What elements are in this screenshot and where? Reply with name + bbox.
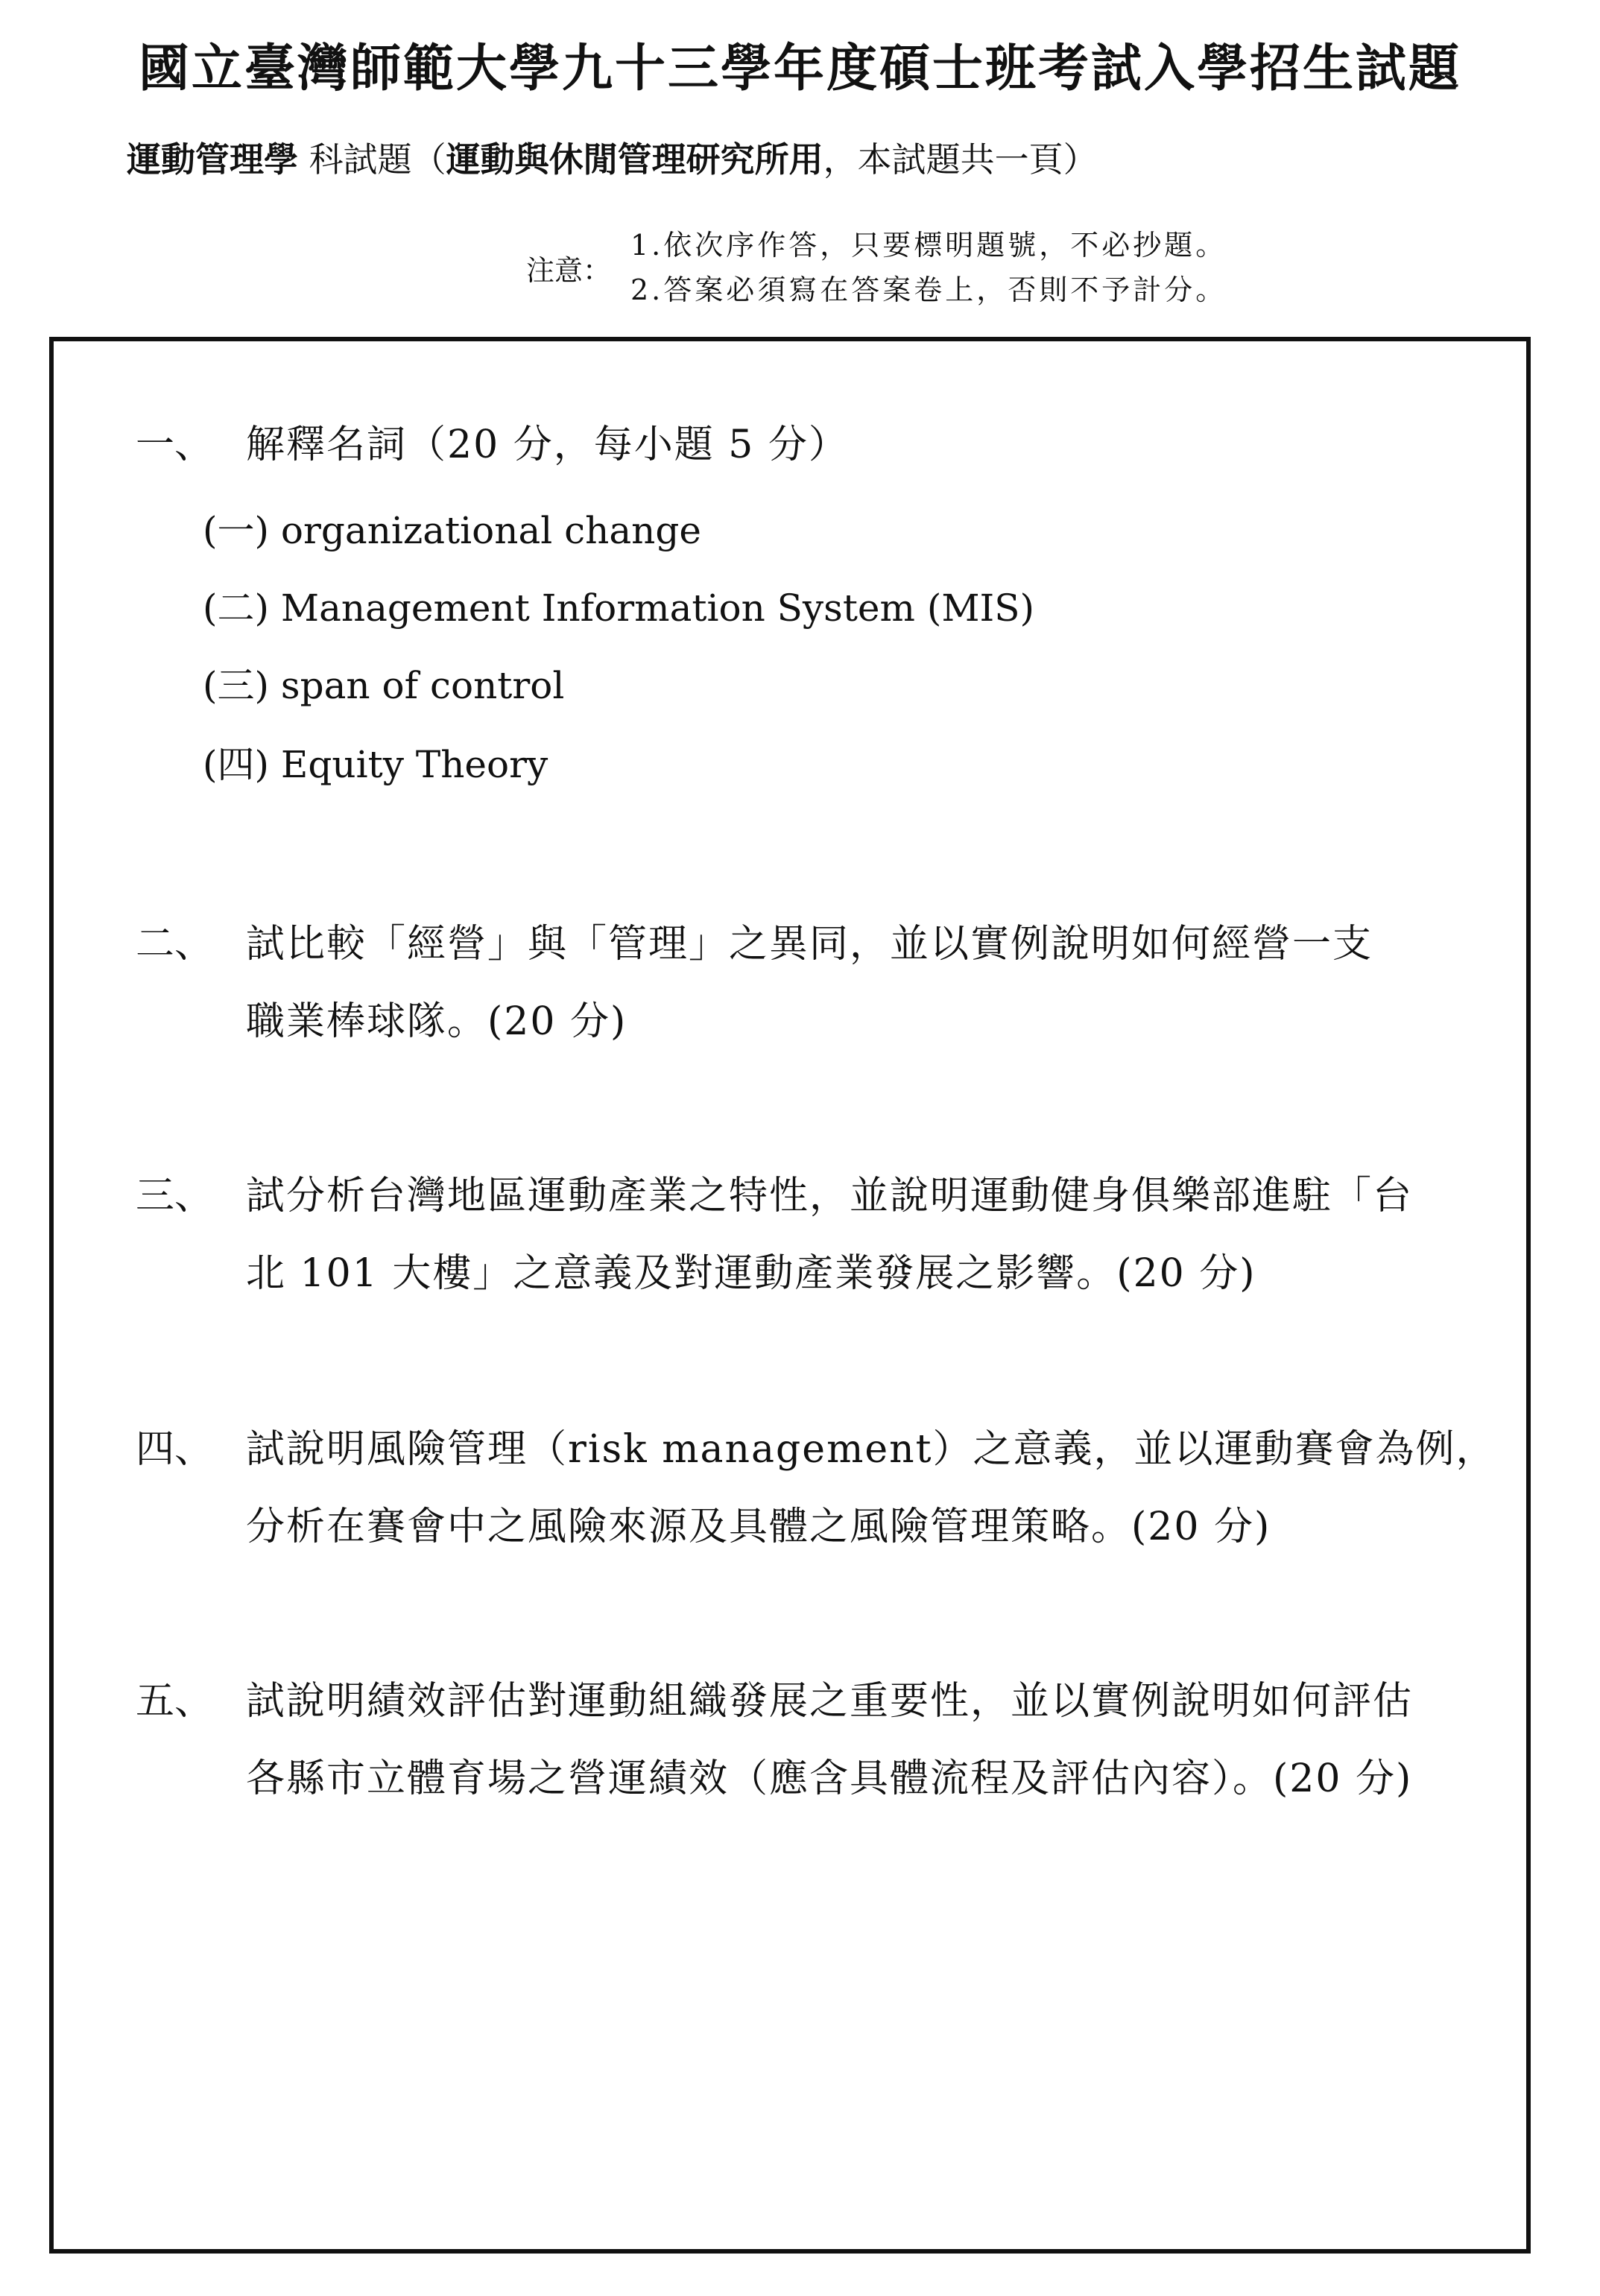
question-5-line-1: 試說明績效評估對運動組織發展之重要性，並以實例說明如何評估	[246, 1679, 1414, 1724]
notice-item-2: 2.答案必須寫在答案卷上，否則不予計分。	[630, 273, 1227, 306]
subject-name: 運動管理學	[127, 139, 298, 180]
question-4-number: 四、	[136, 1427, 214, 1472]
question-1-sub-item-2: (二) Management Information System (MIS)	[203, 586, 1035, 630]
question-3-line-2: 北 101 大樓」之意義及對運動產業發展之影響。(20 分)	[246, 1251, 1256, 1296]
question-5-number: 五、	[136, 1679, 214, 1724]
question-2-number: 二、	[136, 922, 214, 967]
question-5-line-2: 各縣市立體育場之營運績效（應含具體流程及評估內容）。(20 分)	[246, 1756, 1413, 1801]
notice-label: 注意：	[526, 254, 612, 287]
page-note: ，本試題共一頁）	[823, 139, 1098, 180]
question-1-sub-item-1: (一) organizational change	[203, 509, 701, 552]
question-4-line-2: 分析在賽會中之風險來源及具體之風險管理策略。(20 分)	[246, 1505, 1271, 1549]
question-1-sub-item-3: (三) span of control	[203, 664, 565, 707]
question-2-line-1: 試比較「經營」與「管理」之異同，並以實例說明如何經營一支	[246, 922, 1373, 967]
subject-suffix: 科試題（	[309, 139, 446, 180]
questions-frame	[49, 337, 1531, 2254]
notice-block	[526, 222, 1495, 311]
question-3-line-1: 試分析台灣地區運動產業之特性，並說明運動健身俱樂部進駐「台	[246, 1174, 1414, 1218]
exam-title: 國立臺灣師範大學九十三學年度碩士班考試入學招生試題	[138, 39, 1461, 98]
question-2-line-2: 職業棒球隊。(20 分)	[246, 999, 627, 1044]
question-1-sub-item-4: (四) Equity Theory	[203, 743, 548, 786]
notice-item-1: 1.依次序作答，只要標明題號，不必抄題。	[630, 229, 1227, 262]
question-3-number: 三、	[136, 1174, 214, 1218]
question-1-number: 一、	[136, 423, 214, 467]
question-1-text: 解釋名詞（20 分，每小題 5 分）	[246, 423, 849, 467]
institute-name: 運動與休閒管理研究所用	[446, 139, 823, 180]
question-4-line-1: 試說明風險管理（risk management）之意義，並以運動賽會為例，	[246, 1427, 1496, 1472]
exam-subtitle	[127, 133, 1098, 182]
